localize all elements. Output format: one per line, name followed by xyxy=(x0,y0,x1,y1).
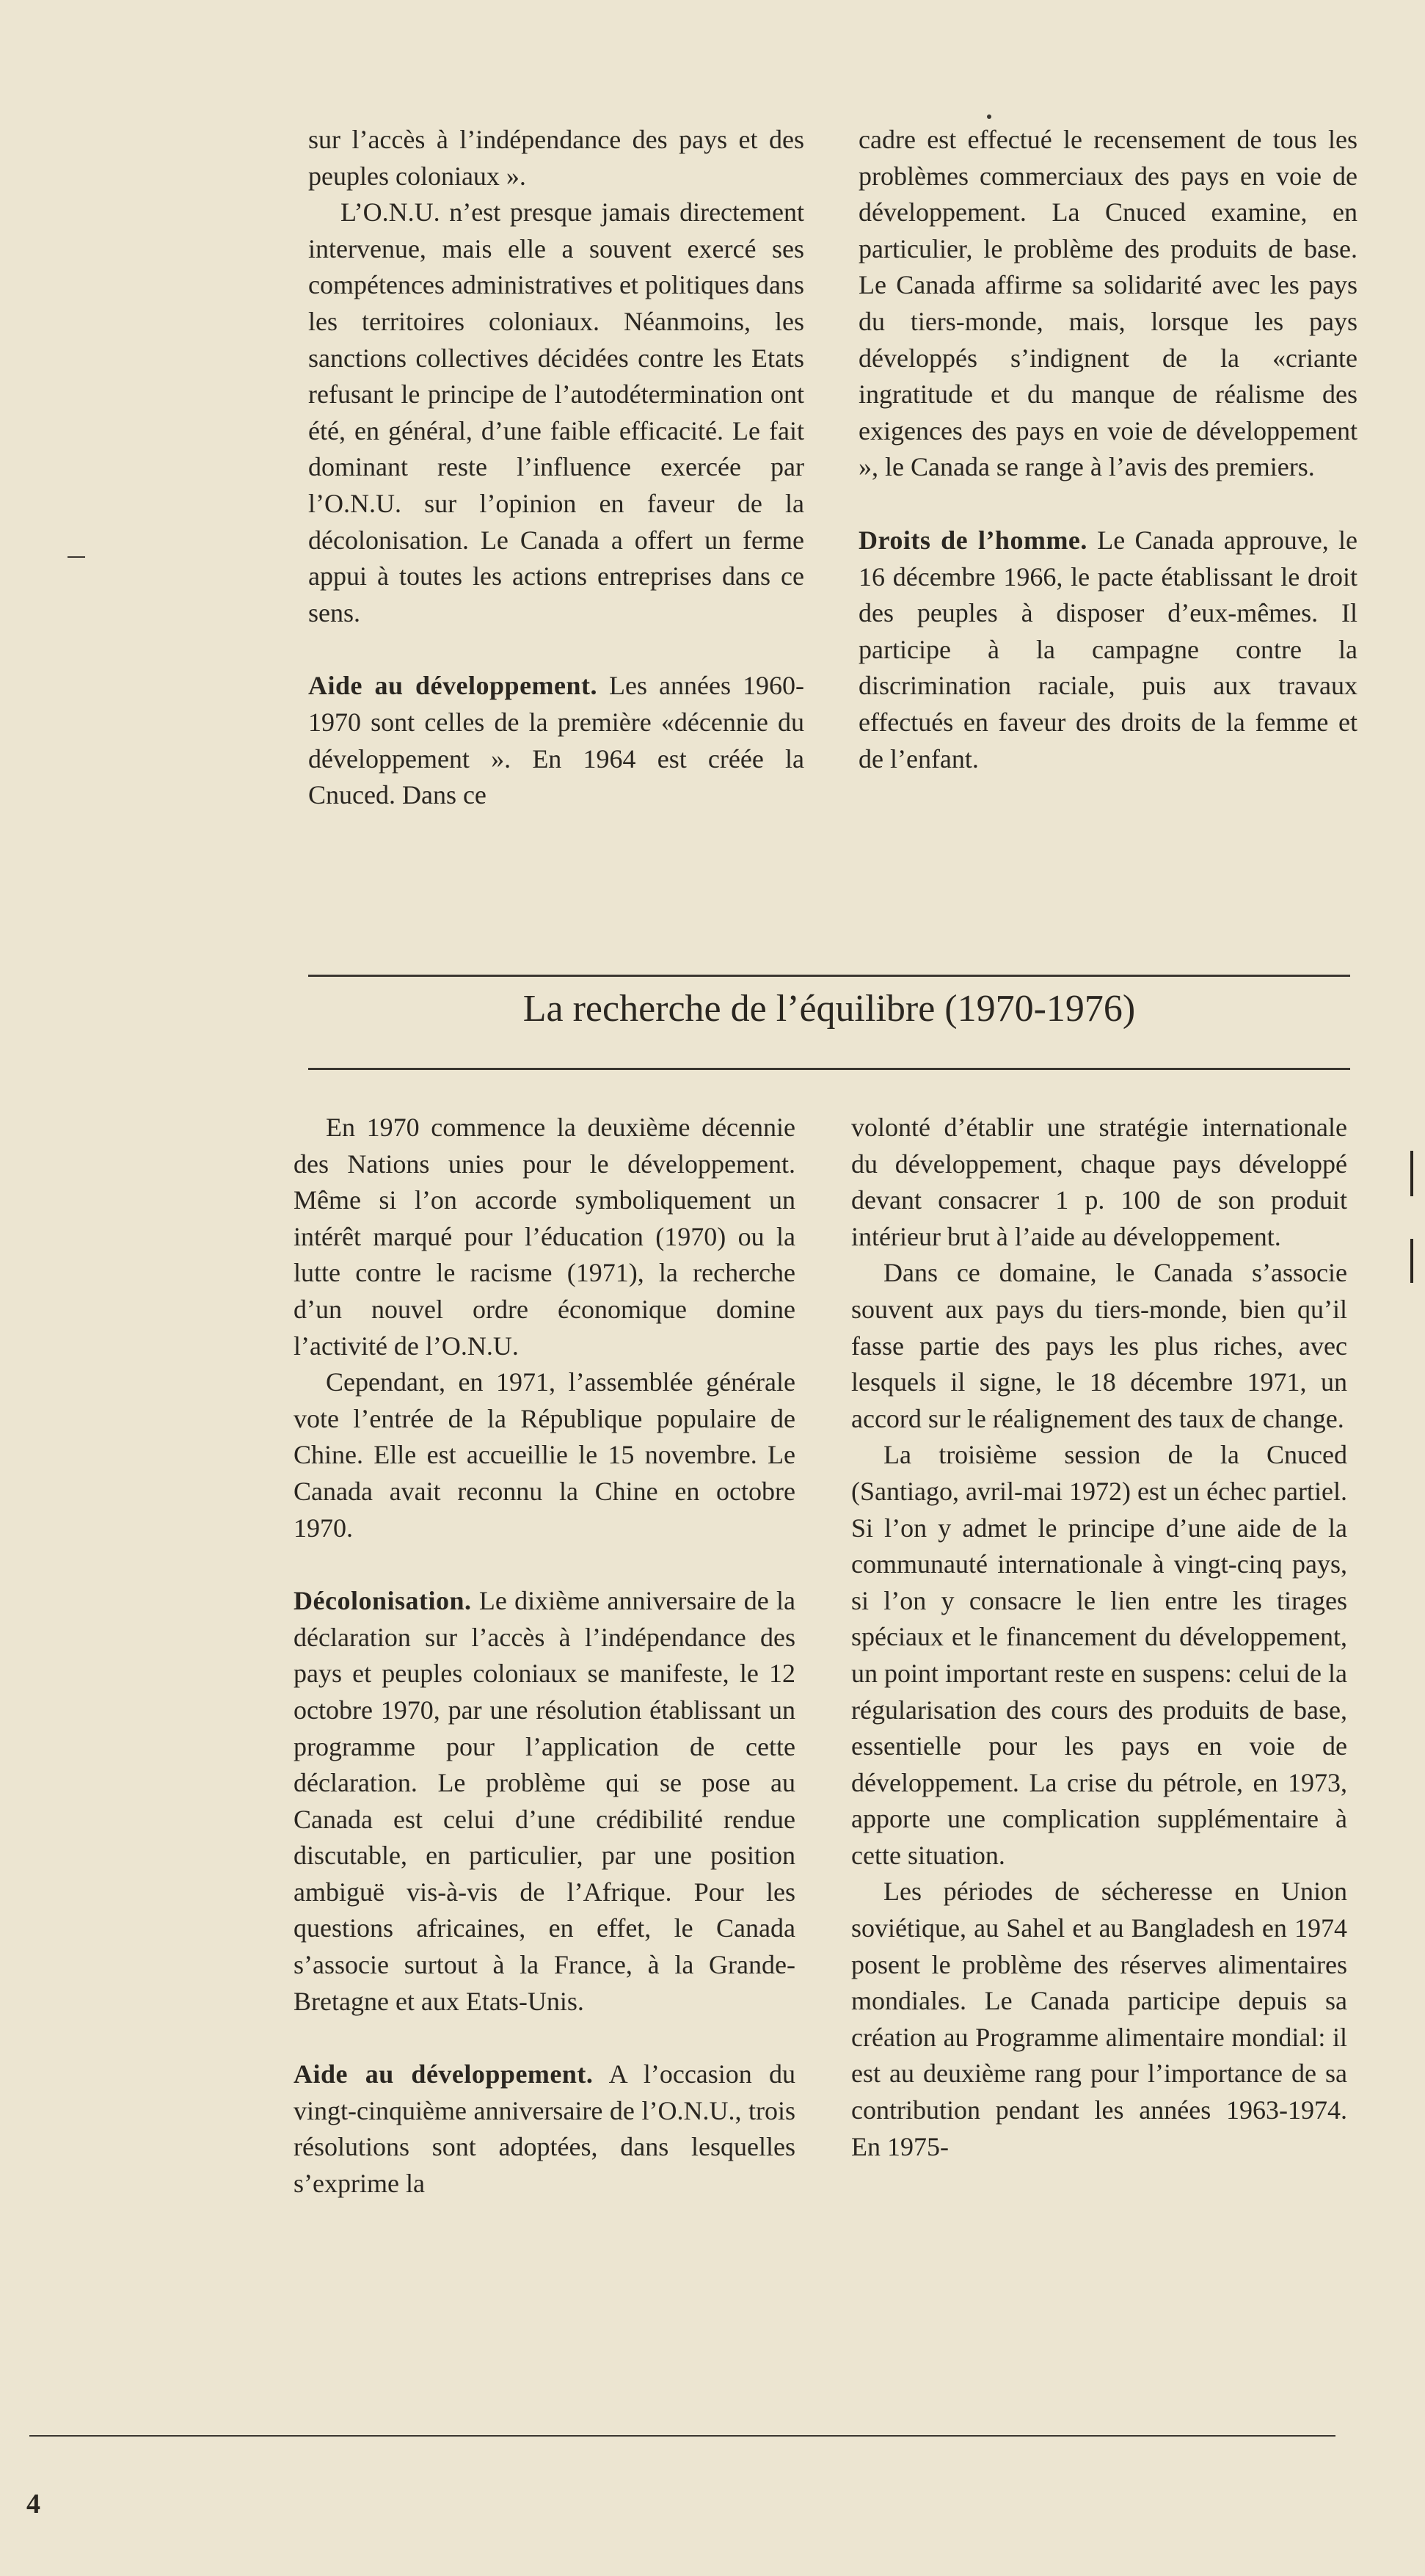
margin-mark xyxy=(1410,1151,1413,1196)
paragraph-droits-homme: Droits de l’homme. Le Canada approuve, le 16 décembre 1966, le pacte établissant le droit des peuples à disposer d’eux-mêmes. Il participe à la campagne contre la discrimination raciale, puis aux travaux effectués en faveur des droits de la femme et de l’enfant. xyxy=(859,525,1358,774)
run-in-heading: Décolonisation. xyxy=(294,1586,472,1616)
paragraph: sur l’accès à l’indépendance des pays et des peuples coloniaux ». xyxy=(308,125,804,191)
paragraph: L’O.N.U. n’est presque jamais directement intervenue, mais elle a souvent exercé ses compétences administratives et politiques dans les territoires coloniaux. Néanmoins, les sanctions collectives décidées contre les Etats refusant le principe de l’autodétermination ont été, en général, d’une faible efficacité. Le fait dominant reste l’influence exercée par l’O.N.U. sur l’opinion en faveur de la décolonisation. Le Canada a offert un ferme appui à toutes les actions entreprises dans ce sens. xyxy=(308,197,804,627)
margin-tick xyxy=(68,556,85,558)
margin-mark xyxy=(1410,1239,1413,1283)
run-in-heading: Droits de l’homme. xyxy=(859,525,1087,555)
page-number: 4 xyxy=(26,2489,40,2519)
paragraph: cadre est effectué le recensement de tous les problèmes commerciaux des pays en voie de développement. La Cnuced examine, en particulier, le problème des produits de base. Le Canada affirme sa solidarité avec les pays du tiers-monde, mais, lorsque les pays développés s’indignent de la «criante ingratitude et du manque de réalisme des exigences des pays en voie de développement », le Canada se range à l’avis des premiers. xyxy=(859,125,1357,482)
run-in-heading: Aide au développement. xyxy=(294,2059,594,2089)
section-rule-top xyxy=(308,975,1350,977)
section-rule-bottom xyxy=(308,1068,1350,1070)
top-left-column xyxy=(308,122,804,814)
paragraph: Cependant, en 1971, l’assemblée générale vote l’entrée de la République populaire de Chine. Elle est accueillie le 15 novembre. Le Canada avait reconnu la Chine en octobre 1970. xyxy=(294,1367,795,1543)
paragraph: Dans ce domaine, le Canada s’associe souvent aux pays du tiers-monde, bien qu’il fasse partie des pays les plus riches, avec lesquels il signe, le 18 décembre 1971, un accord sur le réalignement des taux de change. xyxy=(851,1258,1347,1433)
top-right-column xyxy=(859,122,1357,777)
paragraph: La troisième session de la Cnuced (Santiago, avril-mai 1972) est un échec partiel. Si l’on y admet le principe d’une aide de la communauté internationale à vingt-cinq pays, si l’on y consacre le lien entre les tirages spéciaux et le financement du développement, un point important reste en suspens: celui de la régularisation des cours des produits de base, essentielle pour les pays en voie de développement. La crise du pétrole, en 1973, apporte une complication supplémentaire à cette situation. xyxy=(851,1440,1347,1870)
paragraph-aide-developpement: Aide au développement. A l’occasion du vingt-cinquième anniversaire de l’O.N.U., trois résolutions sont adoptées, dans lesquelles s’exprime la xyxy=(294,2059,796,2199)
scan-speck xyxy=(987,114,991,119)
bottom-left-column xyxy=(294,1110,795,2202)
run-in-heading: Aide au développement. xyxy=(308,671,598,701)
paragraph: volonté d’établir une stratégie internationale du développement, chaque pays développé devant consacrer 1 p. 100 de son produit intérieur brut à l’aide au développement. xyxy=(851,1113,1347,1251)
paragraph-decolonisation: Décolonisation. Le dixième anniversaire de la déclaration sur l’accès à l’indépendance des pays et peuples coloniaux se manifeste, le 12 octobre 1970, par une résolution établissant un programme pour l’application de cette déclaration. Le problème qui se pose au Canada est celui d’une crédibilité rendue discutable, en particulier, par une position ambiguë vis-à-vis de l’Afrique. Pour les questions africaines, en effet, le Canada s’associe surtout à la France, à la Grande-Bretagne et aux Etats-Unis. xyxy=(294,1586,795,2016)
section-title: La recherche de l’équilibre (1970-1976) xyxy=(522,988,1136,1030)
paragraph: Les périodes de sécheresse en Union soviétique, au Sahel et au Bangladesh en 1974 posent le problème des réserves alimentaires mondiales. Le Canada participe depuis sa création au Programme alimentaire mondial: il est au deuxième rang pour l’importance de sa contribution pendant les années 1963-1974. En 1975- xyxy=(851,1877,1347,2161)
bottom-right-column xyxy=(851,1110,1347,2165)
footer-rule xyxy=(29,2435,1335,2437)
paragraph-aide-developpement: Aide au développement. Les années 1960-1970 sont celles de la première «décennie du développement ». En 1964 est créée la Cnuced. Dans ce xyxy=(308,671,804,810)
paragraph: En 1970 commence la deuxième décennie des Nations unies pour le développement. Même si l’on accorde symboliquement un intérêt marqué pour l’éducation (1970) ou la lutte contre le racisme (1971), la recherche d’un nouvel ordre économique domine l’activité de l’O.N.U. xyxy=(294,1113,795,1361)
